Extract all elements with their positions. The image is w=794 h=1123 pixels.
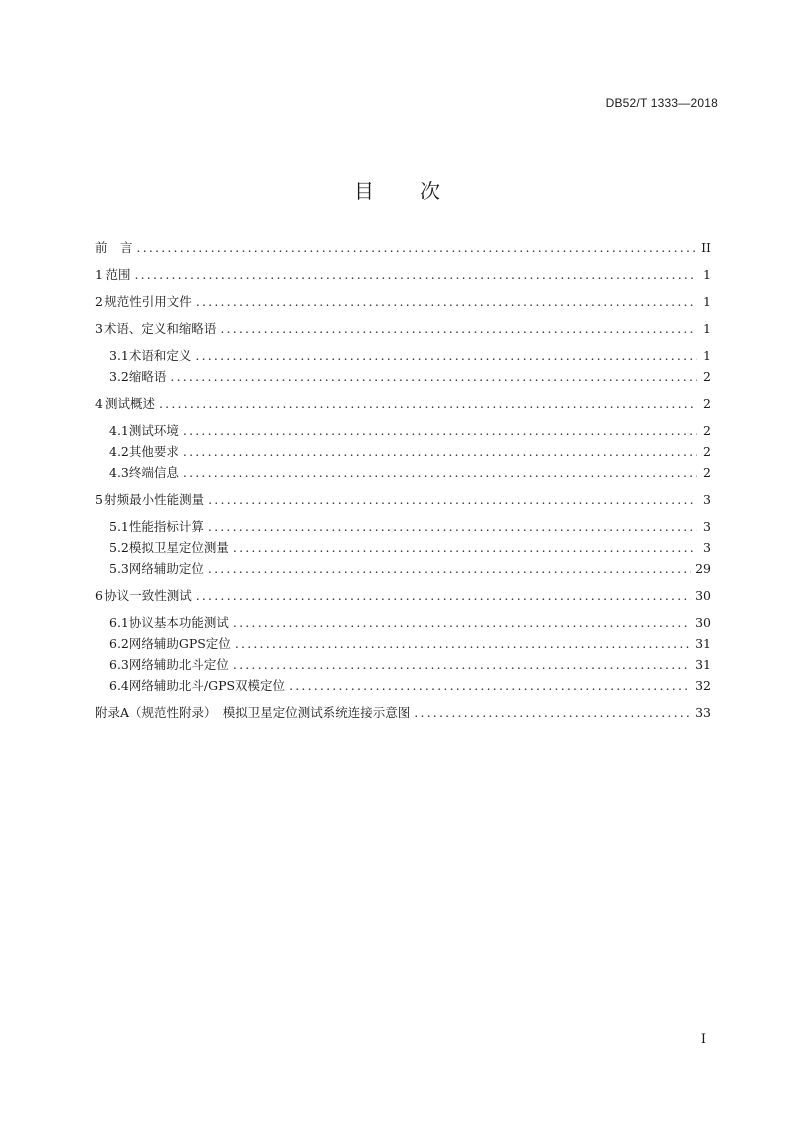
toc-entry-page: II <box>701 240 711 255</box>
toc-entry-number: 5.1 <box>109 519 129 534</box>
toc-entry-6[interactable] <box>95 585 711 606</box>
page-title <box>0 175 794 204</box>
toc-entry-page: 2 <box>703 444 711 459</box>
page-number: I <box>700 1032 706 1047</box>
standard-code: DB52/T 1333—2018 <box>605 96 718 110</box>
toc-entry-6-3[interactable] <box>95 654 711 675</box>
toc-leader-dots <box>233 654 691 675</box>
toc-entry-page: 30 <box>695 615 711 630</box>
toc-entry-number: 6.3 <box>109 657 129 672</box>
toc-entry-label: 术语和定义 <box>128 348 192 363</box>
toc-leader-dots <box>414 702 691 723</box>
toc-entry-number: 5 <box>95 492 103 507</box>
toc-entry-number: 4.2 <box>109 444 129 459</box>
toc-entry-3-2[interactable] <box>95 366 711 387</box>
toc-leader-dots <box>289 675 691 696</box>
toc-entry-number: 5.2 <box>109 540 129 555</box>
toc-entry-page: 1 <box>703 348 711 363</box>
toc-entry-4-3[interactable] <box>95 462 711 483</box>
toc-entry-page: 3 <box>703 519 711 534</box>
toc-leader-dots <box>208 489 697 510</box>
toc-entry-page: 3 <box>703 540 711 555</box>
toc-entry-label: 测试环境 <box>128 423 179 438</box>
toc-leader-dots <box>196 291 697 312</box>
toc-entry-page: 29 <box>695 561 711 576</box>
toc-entry-page: 2 <box>703 423 711 438</box>
toc-entry-number: 6.4 <box>109 678 129 693</box>
toc-leader-dots <box>183 462 697 483</box>
title-char-1: 目 <box>354 179 374 203</box>
toc-entry-page: 2 <box>703 465 711 480</box>
toc-entry-6-1[interactable] <box>95 612 711 633</box>
toc-leader-dots <box>235 633 691 654</box>
toc-entry-label: 附录A（规范性附录） 模拟卫星定位测试系统连接示意图 <box>95 705 411 720</box>
toc-entry-foreword[interactable] <box>95 237 711 258</box>
title-char-2: 次 <box>420 179 440 203</box>
toc-entry-5-2[interactable] <box>95 537 711 558</box>
toc-entry-page: 2 <box>703 369 711 384</box>
toc-entry-page: 33 <box>695 705 711 720</box>
toc-entry-label: 协议基本功能测试 <box>128 615 229 630</box>
toc-entry-5-3[interactable] <box>95 558 711 579</box>
toc-entry-3-1[interactable] <box>95 345 711 366</box>
toc-leader-dots <box>208 516 697 537</box>
toc-leader-dots <box>196 585 691 606</box>
toc-entry-number: 1 <box>95 267 103 282</box>
toc-entry-number: 3 <box>95 321 103 336</box>
toc-leader-dots <box>233 537 697 558</box>
toc-leader-dots <box>195 345 697 366</box>
toc-entry-label: 模拟卫星定位测量 <box>128 540 229 555</box>
toc-entry-label: 网络辅助GPS定位 <box>128 636 231 651</box>
toc-leader-dots <box>233 612 691 633</box>
toc-entry-label: 网络辅助北斗定位 <box>128 657 229 672</box>
toc-entry-5[interactable] <box>95 489 711 510</box>
toc-entry-number: 6 <box>95 588 103 603</box>
toc-entry-number: 2 <box>95 294 103 309</box>
toc-leader-dots <box>170 366 697 387</box>
toc-entry-number: 4.1 <box>109 423 129 438</box>
toc-entry-3[interactable] <box>95 318 711 339</box>
toc-entry-number: 6.1 <box>109 615 129 630</box>
toc-entry-number: 3.1 <box>109 348 129 363</box>
toc-entry-page: 3 <box>703 492 711 507</box>
toc-entry-page: 31 <box>695 636 711 651</box>
toc-entry-number: 4 <box>95 396 103 411</box>
toc-entry-number: 3.2 <box>109 369 129 384</box>
toc-entry-6-4[interactable] <box>95 675 711 696</box>
toc-leader-dots <box>183 420 697 441</box>
toc-leader-dots <box>134 264 697 285</box>
toc-entry-4[interactable] <box>95 393 711 414</box>
toc-entry-page: 30 <box>695 588 711 603</box>
toc-entry-number: 6.2 <box>109 636 129 651</box>
toc-entry-2[interactable] <box>95 291 711 312</box>
toc-leader-dots <box>208 558 691 579</box>
toc-leader-dots <box>183 441 697 462</box>
toc-entry-4-2[interactable] <box>95 441 711 462</box>
toc-entry-page: 31 <box>695 657 711 672</box>
toc-entry-label: 性能指标计算 <box>128 519 204 534</box>
toc-entry-page: 1 <box>703 294 711 309</box>
toc-entry-label: 其他要求 <box>128 444 179 459</box>
toc-entry-1[interactable] <box>95 264 711 285</box>
toc-entry-label: 网络辅助北斗/GPS双模定位 <box>128 678 286 693</box>
table-of-contents <box>95 237 711 723</box>
toc-entry-label: 网络辅助定位 <box>128 561 204 576</box>
toc-entry-page: 1 <box>703 321 711 336</box>
toc-entry-number: 4.3 <box>109 465 129 480</box>
toc-entry-page: 1 <box>703 267 711 282</box>
toc-entry-label: 前 言 <box>95 240 133 255</box>
toc-leader-dots <box>159 393 697 414</box>
toc-entry-5-1[interactable] <box>95 516 711 537</box>
toc-entry-label: 射频最小性能测量 <box>104 492 205 507</box>
toc-leader-dots <box>137 237 697 258</box>
toc-entry-page: 2 <box>703 396 711 411</box>
toc-entry-label: 范围 <box>105 267 131 282</box>
toc-entry-label: 规范性引用文件 <box>104 294 192 309</box>
toc-entry-label: 测试概述 <box>104 396 155 411</box>
toc-entry-label: 缩略语 <box>128 369 167 384</box>
toc-entry-number: 5.3 <box>109 561 129 576</box>
toc-entry-label: 协议一致性测试 <box>104 588 192 603</box>
toc-entry-label: 终端信息 <box>128 465 179 480</box>
toc-leader-dots <box>220 318 697 339</box>
toc-entry-label: 术语、定义和缩略语 <box>103 321 217 336</box>
toc-entry-6-2[interactable] <box>95 633 711 654</box>
toc-entry-4-1[interactable] <box>95 420 711 441</box>
toc-entry-page: 32 <box>695 678 711 693</box>
toc-entry-appendix-a[interactable] <box>95 702 711 723</box>
